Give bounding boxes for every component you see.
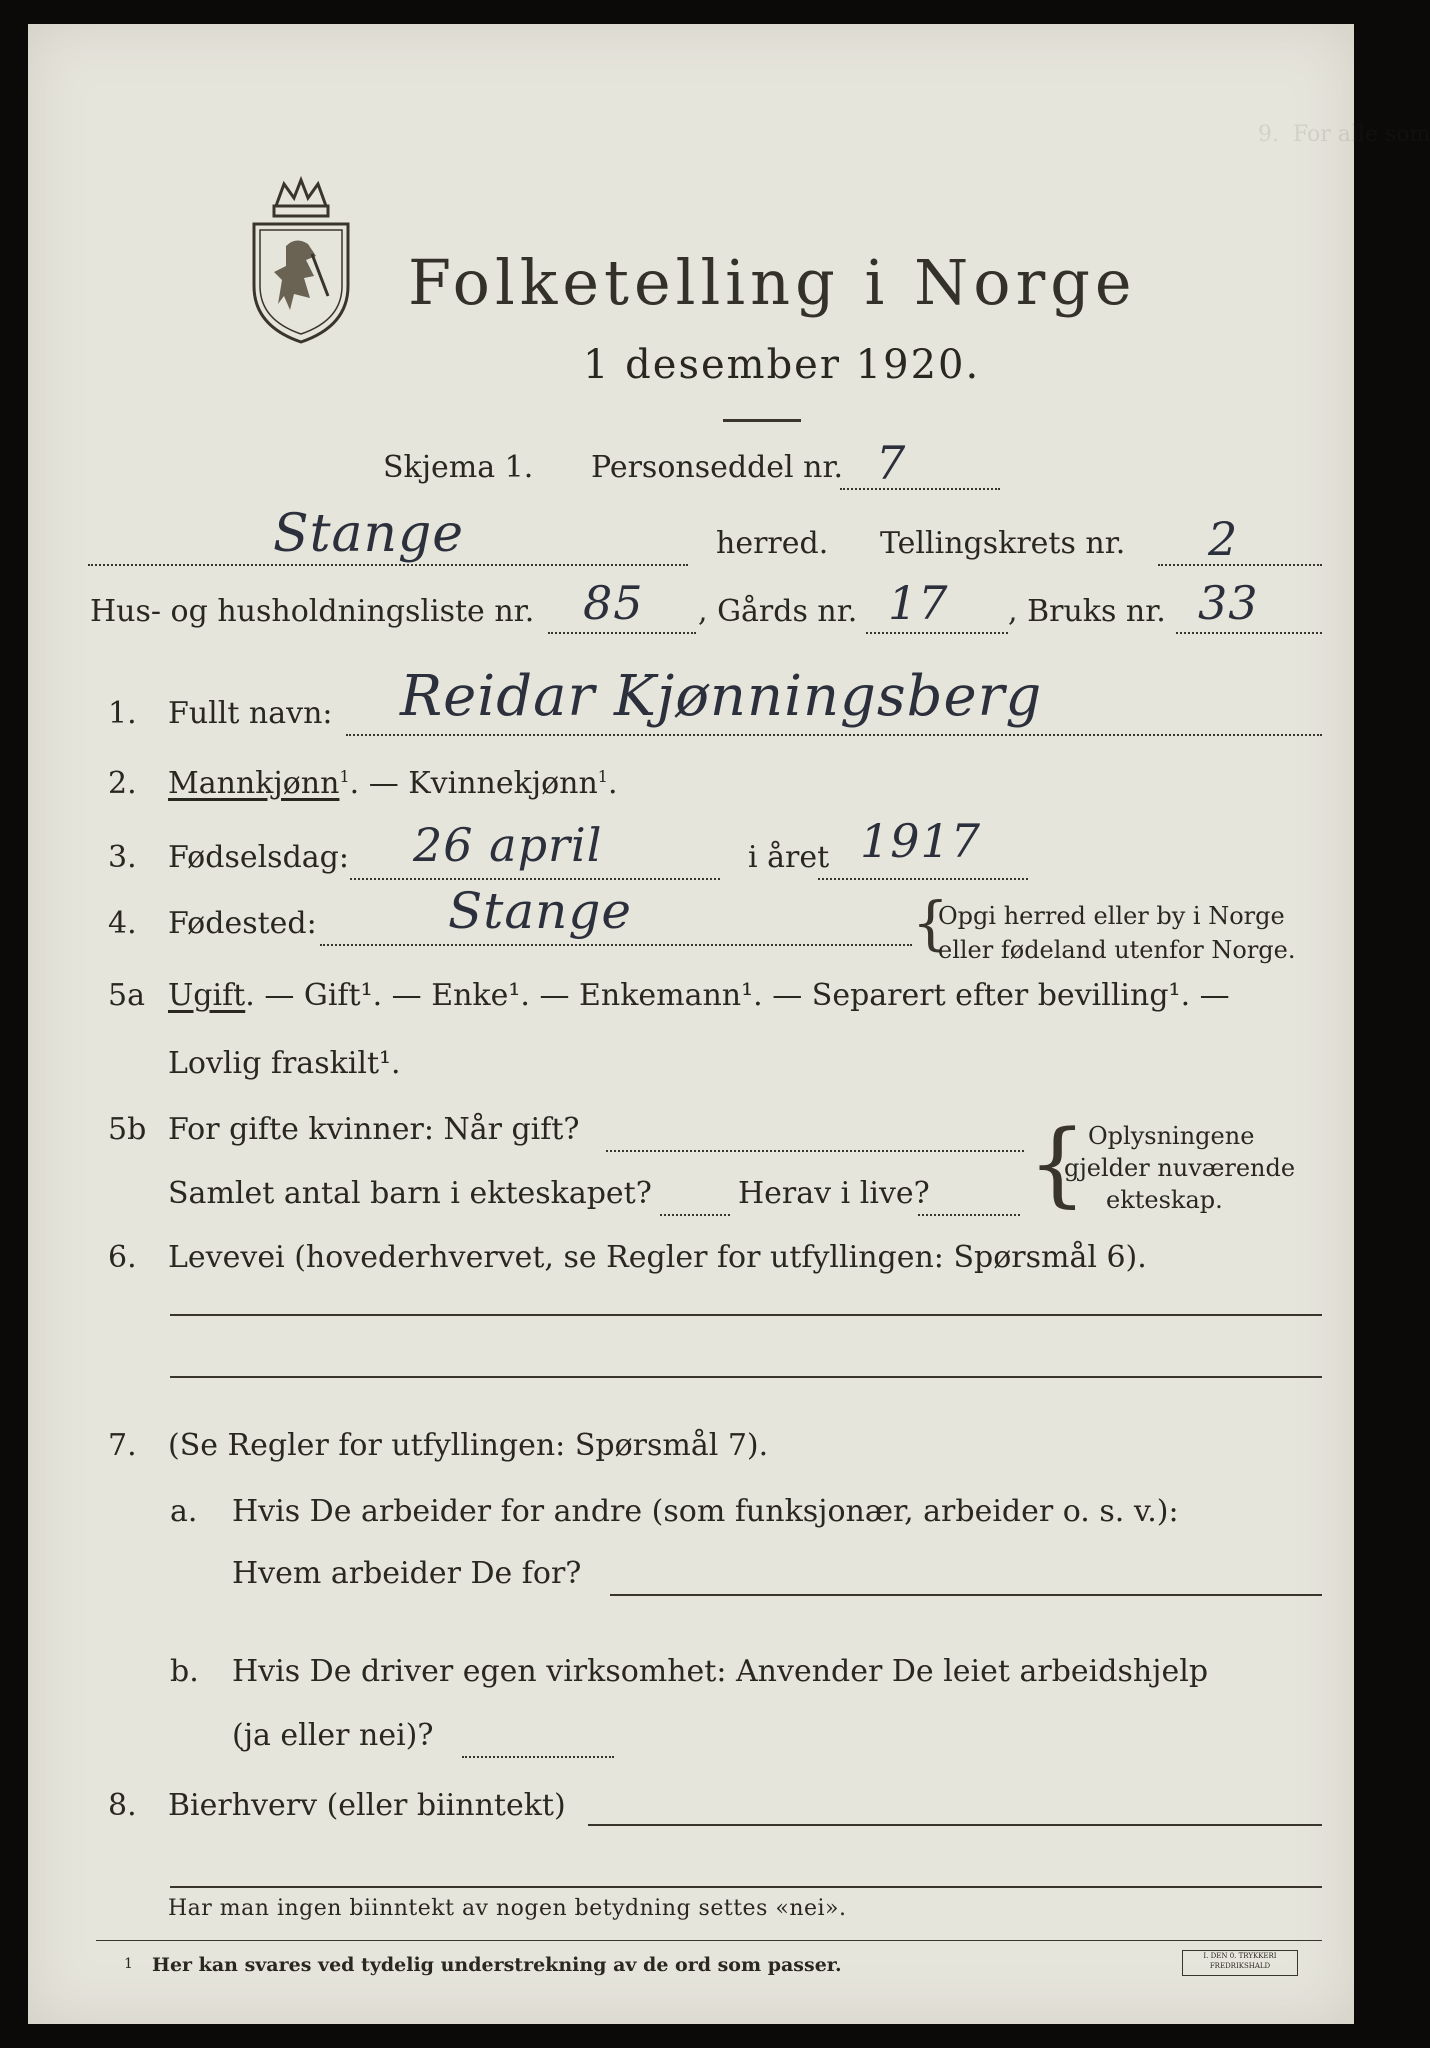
personseddel-line xyxy=(840,488,1000,490)
q2-male-sup: 1 xyxy=(339,767,350,786)
title-divider xyxy=(723,419,801,422)
printer-stamp: I. DEN 0. TRYKKERI FREDRIKSHALD xyxy=(1182,1950,1298,1976)
q5b-alive-label: Herav i live? xyxy=(738,1176,930,1211)
q5a-number: 5a xyxy=(108,978,145,1013)
bleed-through-text: 9. For alle som xyxy=(1258,122,1430,147)
q2-number: 2. xyxy=(108,766,137,801)
gards-value[interactable]: 17 xyxy=(888,576,949,630)
coat-of-arms-icon xyxy=(246,176,356,346)
footnote-text: Her kan svares ved tydelig understrekning av de ord som passer. xyxy=(152,1954,842,1976)
gards-line xyxy=(866,632,1008,634)
footnote-mark: 1 xyxy=(124,1956,133,1972)
q6-line1[interactable] xyxy=(170,1314,1322,1316)
q7-label: (Se Regler for utfyllingen: Spørsmål 7). xyxy=(168,1428,769,1463)
q5b-note-line2: gjelder nuværende xyxy=(1064,1154,1296,1182)
q2-female-option[interactable]: Kvinnekjønn xyxy=(408,766,598,801)
q5b-children-line xyxy=(660,1214,730,1216)
q6-number: 6. xyxy=(108,1240,137,1275)
schema-label: Skjema 1. xyxy=(383,450,534,485)
q7a-letter: a. xyxy=(170,1494,198,1529)
q2-gender-options xyxy=(168,766,618,801)
q5a-ugift-option[interactable]: Ugift xyxy=(168,978,246,1013)
q5a-line2: Lovlig fraskilt¹. xyxy=(168,1046,401,1081)
hus-line xyxy=(548,632,696,634)
q3-label: Fødselsdag: xyxy=(168,840,349,875)
census-form-sheet xyxy=(28,24,1430,2024)
q7a-employer-label: Hvem arbeider De for? xyxy=(232,1556,582,1591)
q5b-note-line1: Oplysningene xyxy=(1088,1122,1255,1150)
herred-value[interactable]: Stange xyxy=(273,504,465,564)
q7b-line1: Hvis De driver egen virksomhet: Anvender De leiet arbeidshjelp xyxy=(232,1654,1209,1689)
q5b-alive-line xyxy=(918,1214,1020,1216)
q7b-hired-help-label: (ja eller nei)? xyxy=(232,1718,434,1753)
q5b-number: 5b xyxy=(108,1112,147,1147)
tellingskrets-value[interactable]: 2 xyxy=(1208,512,1239,566)
q4-note-line2: eller fødeland utenfor Norge. xyxy=(938,936,1296,964)
bruks-value[interactable]: 33 xyxy=(1198,576,1259,630)
q7a-line1: Hvis De arbeider for andre (som funksjonær, arbeider o. s. v.): xyxy=(232,1494,1179,1529)
gards-label: , Gårds nr. xyxy=(698,594,858,629)
q4-birthplace-value[interactable]: Stange xyxy=(448,882,632,940)
q1-line xyxy=(346,734,1322,736)
tellingskrets-line xyxy=(1158,564,1322,566)
form-title: Folketelling i Norge xyxy=(408,246,1137,319)
herred-line xyxy=(88,564,688,566)
personseddel-value[interactable]: 7 xyxy=(876,436,907,490)
q3-birthday-value[interactable]: 26 april xyxy=(413,818,603,872)
footer-divider xyxy=(96,1940,1322,1941)
q7a-employer-line[interactable] xyxy=(610,1594,1322,1596)
q1-number: 1. xyxy=(108,696,137,731)
q8-number: 8. xyxy=(108,1788,137,1823)
q2-separator: . — xyxy=(349,766,409,801)
q1-full-name-value[interactable]: Reidar Kjønningsberg xyxy=(400,664,1043,729)
q4-number: 4. xyxy=(108,906,137,941)
q3-year-value[interactable]: 1917 xyxy=(860,814,982,868)
q4-brace: { xyxy=(912,889,949,957)
herred-label: herred. xyxy=(716,526,829,561)
q2-end: . xyxy=(607,766,618,801)
q5b-note-line3: ekteskap. xyxy=(1106,1186,1223,1214)
q2-female-sup: 1 xyxy=(597,767,608,786)
q6-line2[interactable] xyxy=(170,1376,1322,1378)
q4-line xyxy=(320,944,912,946)
q3-line xyxy=(350,878,720,880)
q4-note-line1: Opgi herred eller by i Norge xyxy=(938,902,1285,930)
q6-label: Levevei (hovederhvervet, se Regler for utfyllingen: Spørsmål 6). xyxy=(168,1240,1147,1275)
q1-label: Fullt navn: xyxy=(168,696,333,731)
q5b-children-label: Samlet antal barn i ekteskapet? xyxy=(168,1176,652,1211)
q5a-other-options: . — Gift¹. — Enke¹. — Enkemann¹. — Separert efter bevilling¹. — xyxy=(245,978,1230,1013)
q5b-brace: { xyxy=(1028,1110,1087,1217)
personseddel-label: Personseddel nr. xyxy=(591,450,844,485)
q8-label: Bierhverv (eller biinntekt) xyxy=(168,1788,566,1823)
bruks-line xyxy=(1176,632,1322,634)
q2-male-option[interactable]: Mannkjønn xyxy=(168,766,340,801)
hus-value[interactable]: 85 xyxy=(583,576,644,630)
q7-number: 7. xyxy=(108,1428,137,1463)
q3-year-line xyxy=(818,878,1028,880)
hus-label: Hus- og husholdningsliste nr. xyxy=(90,594,535,629)
q7b-letter: b. xyxy=(170,1654,199,1689)
q3-number: 3. xyxy=(108,840,137,875)
q3-year-label: i året xyxy=(748,840,830,875)
bruks-label: , Bruks nr. xyxy=(1008,594,1166,629)
q7b-hired-help-line[interactable] xyxy=(462,1756,614,1758)
q8-line2[interactable] xyxy=(170,1886,1322,1888)
q8-line1[interactable] xyxy=(588,1824,1322,1826)
census-date: 1 desember 1920. xyxy=(583,342,981,388)
q5b-married-when-label: For gifte kvinner: Når gift? xyxy=(168,1112,580,1147)
q5b-married-when-line xyxy=(606,1150,1024,1152)
q4-label: Fødested: xyxy=(168,906,317,941)
q8-note: Har man ingen biinntekt av nogen betydning settes «nei». xyxy=(168,1896,847,1921)
tellingskrets-label: Tellingskrets nr. xyxy=(880,526,1126,561)
q5a-options xyxy=(168,978,1230,1013)
